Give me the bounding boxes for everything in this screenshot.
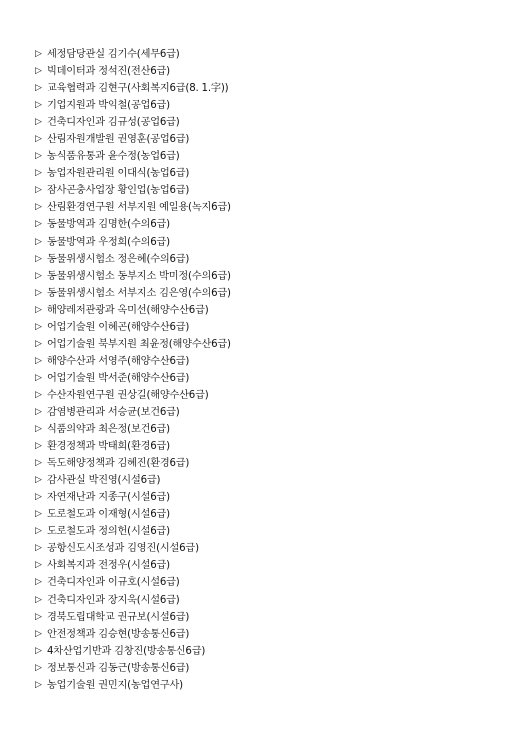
triangle-bullet-icon: ▷ — [35, 560, 42, 571]
triangle-bullet-icon: ▷ — [35, 492, 42, 503]
triangle-bullet-icon: ▷ — [35, 355, 42, 366]
list-item — [35, 268, 231, 285]
triangle-bullet-icon: ▷ — [35, 321, 42, 332]
entry-text: 식품의약과 최은정(보건6급) — [47, 424, 170, 436]
entry-text: 해양레저관광과 옥미선(해양수산6급) — [47, 304, 209, 316]
triangle-bullet-icon: ▷ — [35, 458, 42, 469]
triangle-bullet-icon: ▷ — [35, 526, 42, 537]
entry-text: 도로철도과 정의헌(시설6급) — [47, 526, 170, 538]
triangle-bullet-icon: ▷ — [35, 475, 42, 486]
triangle-bullet-icon: ▷ — [35, 134, 42, 145]
entry-text: 공항신도시조성과 김영진(시설6급) — [47, 543, 199, 555]
entry-text: 농업자원관리원 이대식(농업6급) — [47, 168, 190, 180]
triangle-bullet-icon: ▷ — [35, 509, 42, 520]
list-item — [35, 80, 231, 97]
list-item — [35, 404, 231, 421]
list-item — [35, 540, 231, 557]
entry-text: 동물위생시험소 서부지소 김은영(수의6급) — [47, 287, 231, 299]
triangle-bullet-icon: ▷ — [35, 270, 42, 281]
triangle-bullet-icon: ▷ — [35, 117, 42, 128]
list-item — [35, 660, 231, 677]
triangle-bullet-icon: ▷ — [35, 543, 42, 554]
entry-text: 도로철도과 이재형(시설6급) — [47, 509, 170, 521]
entry-text: 어업기술원 박서준(해양수산6급) — [47, 372, 190, 384]
triangle-bullet-icon: ▷ — [35, 594, 42, 605]
triangle-bullet-icon: ▷ — [35, 424, 42, 435]
list-item — [35, 387, 231, 404]
entry-text: 산림환경연구원 서부지원 예일용(녹지6급) — [47, 202, 231, 214]
personnel-list — [35, 46, 231, 694]
list-item — [35, 677, 231, 694]
list-item — [35, 234, 231, 251]
list-item — [35, 592, 231, 609]
list-item — [35, 114, 231, 131]
list-item — [35, 370, 231, 387]
entry-text: 동물방역과 우정희(수의6급) — [47, 236, 170, 248]
entry-text: 4차산업기반과 김창진(방송통신6급) — [47, 645, 206, 657]
list-item — [35, 336, 231, 353]
list-item — [35, 46, 231, 63]
list-item — [35, 643, 231, 660]
triangle-bullet-icon: ▷ — [35, 236, 42, 247]
triangle-bullet-icon: ▷ — [35, 645, 42, 656]
list-item — [35, 353, 231, 370]
list-item — [35, 319, 231, 336]
list-item — [35, 63, 231, 80]
entry-text: 감염병관리과 서승균(보건6급) — [47, 407, 180, 418]
entry-text: 환경정책과 박태희(환경6급) — [47, 441, 170, 453]
triangle-bullet-icon: ▷ — [35, 338, 42, 349]
entry-text: 기업지원과 박익철(공업6급) — [47, 100, 170, 112]
triangle-bullet-icon: ▷ — [35, 83, 42, 94]
list-item — [35, 438, 231, 455]
triangle-bullet-icon: ▷ — [35, 100, 42, 111]
list-item — [35, 609, 231, 626]
entry-text: 독도해양정책과 김혜진(환경6급) — [47, 458, 190, 470]
list-item — [35, 557, 231, 574]
triangle-bullet-icon: ▷ — [35, 611, 42, 622]
triangle-bullet-icon: ▷ — [35, 253, 42, 264]
entry-text: 농업기술원 권민지(농업연구사) — [47, 679, 183, 691]
list-item — [35, 251, 231, 268]
entry-text: 건축디자인과 김규성(공업6급) — [47, 117, 180, 129]
list-item — [35, 574, 231, 591]
entry-text: 빅데이터과 정석진(전산6급) — [47, 66, 170, 78]
entry-text: 해양수산과 서영주(해양수산6급) — [47, 355, 190, 367]
list-item — [35, 182, 231, 199]
entry-text: 산림자원개발원 권영훈(공업6급) — [47, 134, 190, 146]
list-item — [35, 97, 231, 114]
list-item — [35, 131, 231, 148]
entry-text: 건축디자인과 장지욱(시설6급) — [47, 594, 180, 606]
list-item — [35, 302, 231, 319]
list-item — [35, 148, 231, 165]
triangle-bullet-icon: ▷ — [35, 168, 42, 179]
triangle-bullet-icon: ▷ — [35, 372, 42, 383]
entry-text: 경북도립대학교 권규보(시설6급) — [47, 611, 190, 623]
list-item — [35, 199, 231, 216]
entry-text: 건축디자인과 이규호(시설6급) — [47, 577, 180, 589]
triangle-bullet-icon: ▷ — [35, 628, 42, 639]
triangle-bullet-icon: ▷ — [35, 441, 42, 452]
list-item — [35, 421, 231, 438]
triangle-bullet-icon: ▷ — [35, 304, 42, 315]
entry-text: 잠사곤충사업장 황인업(농업6급) — [47, 185, 190, 197]
entry-text: 동물위생시험소 정은혜(수의6급) — [47, 253, 190, 265]
list-item — [35, 472, 231, 489]
triangle-bullet-icon: ▷ — [35, 151, 42, 162]
entry-text: 세정담당관실 김기수(세무6급) — [47, 49, 180, 61]
triangle-bullet-icon: ▷ — [35, 407, 42, 417]
triangle-bullet-icon: ▷ — [35, 202, 42, 213]
list-item — [35, 455, 231, 472]
entry-text: 농식품유통과 윤수정(농업6급) — [47, 151, 180, 163]
entry-text: 사회복지과 전정우(시설6급) — [47, 560, 170, 572]
entry-text: 정보통신과 김동근(방송통신6급) — [47, 662, 190, 674]
triangle-bullet-icon: ▷ — [35, 662, 42, 673]
entry-text: 감사관실 박진영(시설6급) — [47, 475, 161, 487]
list-item — [35, 626, 231, 643]
triangle-bullet-icon: ▷ — [35, 66, 42, 77]
entry-text: 자연재난과 지종구(시설6급) — [47, 492, 170, 504]
triangle-bullet-icon: ▷ — [35, 679, 42, 690]
list-item — [35, 285, 231, 302]
entry-text: 어업기술원 이혜곤(해양수산6급) — [47, 321, 190, 333]
entry-text: 동물방역과 김명한(수의6급) — [47, 219, 170, 231]
entry-text: 안전정책과 김승현(방송통신6급) — [47, 628, 190, 640]
list-item — [35, 165, 231, 182]
triangle-bullet-icon: ▷ — [35, 185, 42, 196]
triangle-bullet-icon: ▷ — [35, 49, 42, 60]
triangle-bullet-icon: ▷ — [35, 389, 42, 400]
entry-text: 어업기술원 북부지원 최윤정(해양수산6급) — [47, 338, 231, 350]
list-item — [35, 216, 231, 233]
entry-text: 동물위생시험소 동부지소 박미정(수의6급) — [47, 270, 231, 282]
triangle-bullet-icon: ▷ — [35, 287, 42, 298]
triangle-bullet-icon: ▷ — [35, 219, 42, 230]
list-item — [35, 523, 231, 540]
list-item — [35, 506, 231, 523]
triangle-bullet-icon: ▷ — [35, 577, 42, 588]
list-item — [35, 489, 231, 506]
entry-text: 교육협력과 김현구(사회복지6급(8. 1.字)) — [47, 83, 229, 95]
entry-text: 수산자원연구원 권상길(해양수산6급) — [47, 389, 209, 401]
